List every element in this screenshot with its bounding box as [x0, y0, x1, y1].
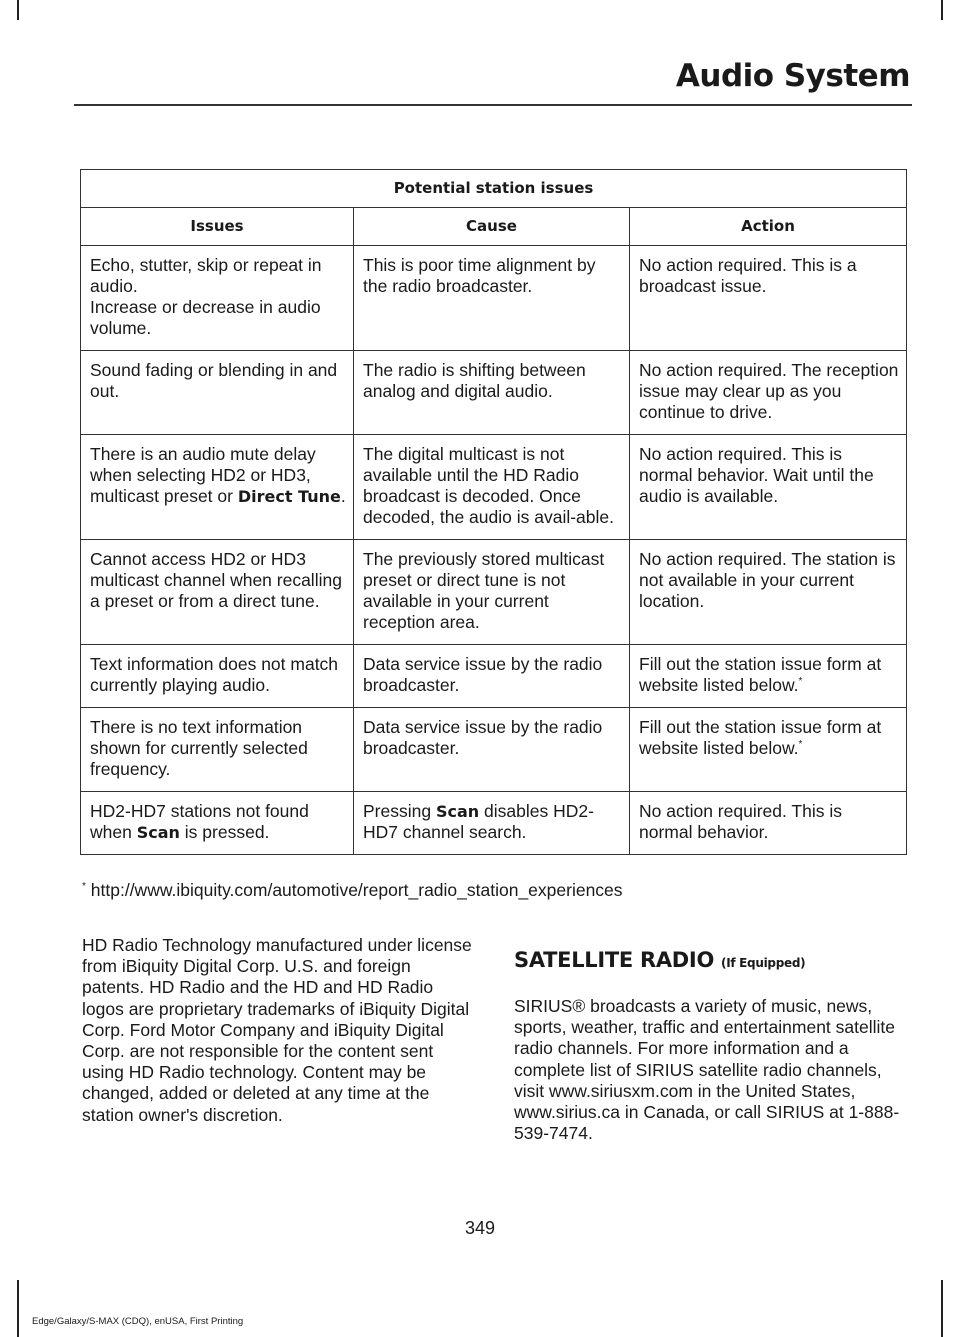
satellite-radio-heading — [514, 948, 910, 972]
issue-cell — [81, 246, 354, 351]
cause-cell: This is poor time alignment by the radio broadcaster. — [354, 246, 630, 351]
issue-text: There is an audio mute delay when selecting HD2 or HD3, multicast preset or — [90, 444, 316, 506]
table-row — [81, 708, 907, 792]
action-cell: No action required. This is a broadcast issue. — [630, 246, 907, 351]
action-text: Fill out the station issue form at website listed below. — [639, 717, 882, 758]
table-row — [81, 792, 907, 855]
table-row — [81, 246, 907, 351]
cause-text: Pressing — [363, 801, 432, 821]
table-row — [81, 435, 907, 540]
column-header-issues: Issues — [81, 208, 354, 246]
header-divider — [74, 104, 912, 106]
issue-cell: Sound fading or blending in and out. — [81, 351, 354, 435]
cause-cell: The radio is shifting between analog and digital audio. — [354, 351, 630, 435]
satellite-heading-text: SATELLITE RADIO — [514, 948, 714, 972]
issue-cell — [81, 435, 354, 540]
issue-text-end: is pressed. — [184, 822, 270, 842]
crop-mark-bottom-left-v — [17, 1280, 19, 1337]
cause-text-end: disables HD2-HD7 channel search. — [363, 801, 594, 842]
issue-cell: Cannot access HD2 or HD3 multicast channel when recalling a preset or from a direct tune. — [81, 540, 354, 645]
action-cell: No action required. This is normal behavior. Wait until the audio is available. — [630, 435, 907, 540]
issue-text: Echo, stutter, skip or repeat in audio. — [90, 255, 322, 296]
satellite-radio-body: SIRIUS® broadcasts a variety of music, news, sports, weather, traffic and entertainment satellite radio channels. For more information and a complete list of SIRIUS satellite radio channels, visit www.siriusxm.com in the United States, www.sirius.ca in Canada, or call SIRIUS at 1-888-539-7474. — [514, 996, 900, 1144]
cause-cell: Data service issue by the radio broadcaster. — [354, 708, 630, 792]
footnote — [82, 880, 623, 901]
crop-mark-bottom-right-v — [941, 1280, 943, 1337]
footnote-url: http://www.ibiquity.com/automotive/report_radio_station_experiences — [90, 880, 623, 900]
footnote-mark: * — [82, 881, 86, 893]
table-row — [81, 645, 907, 708]
table-row — [81, 351, 907, 435]
issue-text: HD2-HD7 stations not found when — [90, 801, 309, 842]
issue-text: Increase or decrease in audio volume. — [90, 297, 321, 338]
hd-radio-license-paragraph: HD Radio Technology manufactured under license from iBiquity Digital Corp. U.S. and foreign patents. HD Radio and the HD and HD Radio logos are proprietary trademarks of iBiquity Digital Corp. Ford Motor Company and iBiquity Digital Corp. are not responsible for the content sent using HD Radio technology. Content may be changed, added or deleted at any time at the station owner's discretion. — [82, 935, 472, 1125]
action-text: Fill out the station issue form at website listed below. — [639, 654, 882, 695]
issue-cell: Text information does not match currently playing audio. — [81, 645, 354, 708]
cause-cell: The previously stored multicast preset or direct tune is not available in your current reception area. — [354, 540, 630, 645]
page-title: Audio System — [675, 58, 910, 94]
column-header-cause: Cause — [354, 208, 630, 246]
issue-cell — [81, 792, 354, 855]
action-cell: No action required. The station is not available in your current location. — [630, 540, 907, 645]
issue-cell: There is no text information shown for currently selected frequency. — [81, 708, 354, 792]
station-issues-table — [80, 169, 907, 855]
page-number: 349 — [464, 1218, 496, 1238]
crop-mark-top-right-v — [941, 0, 943, 20]
footnote-mark: * — [798, 739, 803, 751]
table-caption: Potential station issues — [81, 170, 907, 208]
cause-cell: The digital multicast is not available until the HD Radio broadcast is decoded. Once decoded, the audio is avail-able. — [354, 435, 630, 540]
satellite-radio-section — [514, 948, 910, 1144]
satellite-heading-note: (If Equipped) — [721, 956, 806, 970]
action-cell: No action required. This is normal behavior. — [630, 792, 907, 855]
footnote-mark: * — [798, 676, 803, 688]
print-footer: Edge/Galaxy/S-MAX (CDQ), enUSA, First Printing — [32, 1316, 244, 1327]
scan-label: Scan — [136, 823, 180, 842]
table-row — [81, 540, 907, 645]
issue-text-end: . — [340, 486, 346, 506]
table-caption-row — [81, 170, 907, 208]
scan-label: Scan — [435, 802, 480, 821]
crop-mark-top-left-v — [17, 0, 19, 20]
table-header-row — [81, 208, 907, 246]
cause-cell — [354, 792, 630, 855]
action-cell: No action required. The reception issue may clear up as you continue to drive. — [630, 351, 907, 435]
cause-cell: Data service issue by the radio broadcaster. — [354, 645, 630, 708]
action-cell — [630, 708, 907, 792]
column-header-action: Action — [630, 208, 907, 246]
direct-tune-label: Direct Tune — [237, 487, 341, 506]
action-cell — [630, 645, 907, 708]
